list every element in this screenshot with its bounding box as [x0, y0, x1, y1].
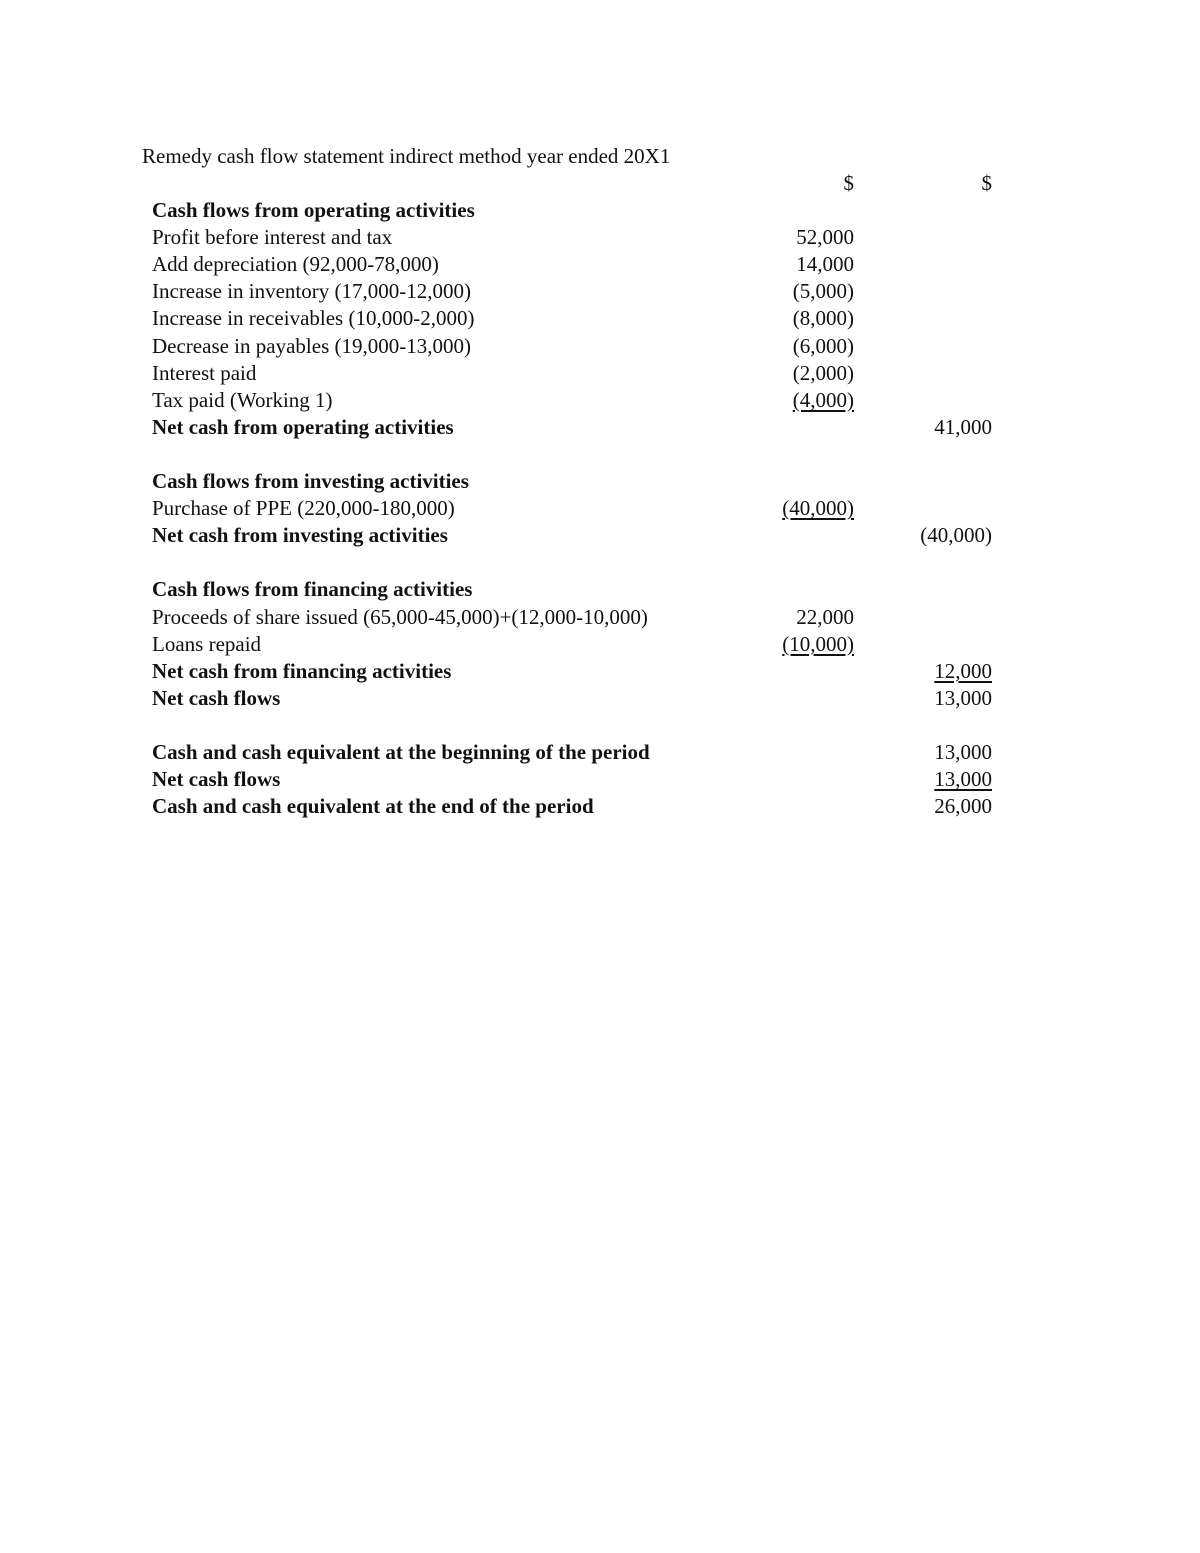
currency-header-row	[152, 170, 1002, 197]
row-amount-col1: 52,000	[796, 225, 854, 250]
statement-row	[152, 685, 1002, 712]
row-amount-col1: 22,000	[796, 604, 854, 629]
row-amount-col2: 13,000	[934, 739, 992, 764]
row-label: Add depreciation (92,000-78,000)	[152, 252, 439, 277]
row-amount-col2: 41,000	[934, 414, 992, 439]
statement-row	[152, 604, 1002, 631]
row-label: Net cash from operating activities	[152, 414, 454, 439]
statement-row	[152, 468, 1002, 495]
row-label: Cash and cash equivalent at the beginning of the period	[152, 739, 650, 764]
currency-header-col1: $	[843, 171, 854, 195]
row-label: Increase in receivables (10,000-2,000)	[152, 306, 475, 331]
row-label: Interest paid	[152, 360, 257, 385]
row-label: Purchase of PPE (220,000-180,000)	[152, 496, 455, 521]
row-label: Profit before interest and tax	[152, 225, 393, 250]
row-amount-col2: 12,000	[934, 658, 992, 683]
statement-row	[152, 224, 1002, 251]
statement-row	[152, 631, 1002, 658]
currency-header-col2: $	[981, 171, 992, 195]
row-label: Decrease in payables (19,000-13,000)	[152, 333, 471, 358]
statement-row	[152, 793, 1002, 820]
row-label: Net cash flows	[152, 685, 281, 710]
statement-row	[152, 305, 1002, 332]
statement-row	[152, 576, 1002, 603]
row-label: Loans repaid	[152, 631, 262, 656]
row-label: Net cash from financing activities	[152, 658, 452, 683]
row-label: Tax paid (Working 1)	[152, 387, 333, 412]
row-label: Net cash flows	[152, 767, 281, 792]
statement-row	[152, 414, 1002, 441]
row-amount-col2: (40,000)	[920, 523, 992, 548]
statement-row	[152, 766, 1002, 793]
statement-row	[152, 739, 1002, 766]
row-amount-col1: 14,000	[796, 252, 854, 277]
statement-row	[152, 360, 1002, 387]
statement-rows	[152, 197, 1002, 820]
row-amount-col2: 13,000	[934, 685, 992, 710]
row-label: Cash flows from operating activities	[152, 198, 475, 223]
row-amount-col2: 13,000	[934, 767, 992, 792]
statement-row	[152, 658, 1002, 685]
statement-row	[152, 278, 1002, 305]
row-amount-col1: (2,000)	[792, 360, 854, 385]
row-label: Proceeds of share issued (65,000-45,000)+(12,000-10,000)	[152, 604, 648, 629]
statement-row	[152, 387, 1002, 414]
statement-row	[152, 495, 1002, 522]
cash-flow-statement	[152, 170, 1002, 820]
statement-row	[152, 333, 1002, 360]
row-label: Cash flows from financing activities	[152, 577, 473, 602]
row-label: Increase in inventory (17,000-12,000)	[152, 279, 471, 304]
row-amount-col1: (5,000)	[792, 279, 854, 304]
statement-row	[152, 251, 1002, 278]
row-label: Cash and cash equivalent at the end of the period	[152, 794, 594, 819]
row-label: Net cash from investing activities	[152, 523, 448, 548]
statement-row	[152, 197, 1002, 224]
spacer-row	[152, 712, 1002, 739]
row-amount-col1: (10,000)	[782, 631, 854, 656]
spacer-row	[152, 441, 1002, 468]
statement-title: Remedy cash flow statement indirect method year ended 20X1	[142, 144, 671, 168]
row-label: Cash flows from investing activities	[152, 469, 469, 494]
row-amount-col1: (4,000)	[792, 387, 854, 412]
row-amount-col2: 26,000	[934, 794, 992, 819]
spacer-row	[152, 549, 1002, 576]
row-amount-col1: (40,000)	[782, 496, 854, 521]
row-amount-col1: (8,000)	[792, 306, 854, 331]
row-amount-col1: (6,000)	[792, 333, 854, 358]
statement-row	[152, 522, 1002, 549]
